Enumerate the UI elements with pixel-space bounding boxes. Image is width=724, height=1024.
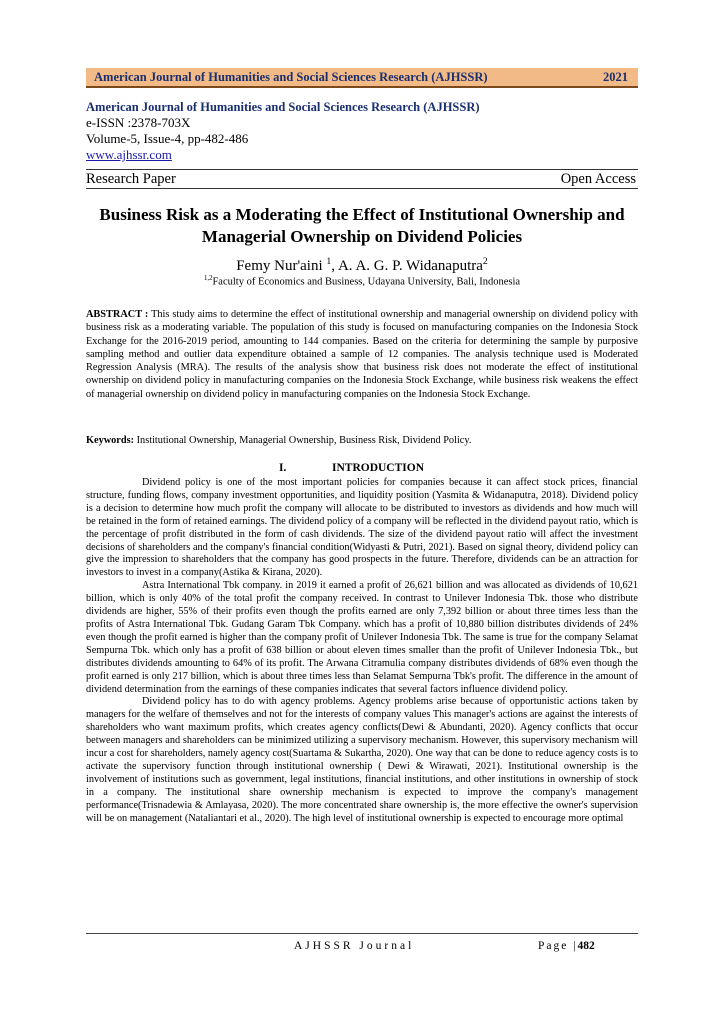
section-number: I. [279, 462, 287, 474]
paper-title: Business Risk as a Moderating the Effect of Institutional Ownership and Managerial Ownership on Dividend Policies [99, 205, 625, 246]
author-separator: , [331, 258, 338, 274]
page-value: 482 [577, 940, 595, 952]
keywords-text: Institutional Ownership, Managerial Ownership, Business Risk, Dividend Policy. [136, 435, 472, 446]
keywords [86, 435, 638, 446]
issn: e-ISSN :2378-703X [86, 115, 191, 130]
affiliation-superscript: 1,2 [203, 275, 213, 282]
abstract [86, 308, 638, 401]
author-2-superscript: 2 [482, 256, 488, 267]
access-type: Open Access [560, 171, 636, 187]
running-header-journal: American Journal of Humanities and Social Sciences Research (AJHSSR) [94, 70, 488, 84]
footer-rule [86, 933, 638, 934]
paragraph: Dividend policy has to do with agency problems. Agency problems arise because of opportunistic actions taken by managers for the welfare of themselves and not for the interests of company values This manager's actions are against the interests of shareholders who want maximum profits, which creates agency conflicts(Dewi & Abundanti, 2020). Agency conflicts that occur between managers and shareholders can be minimized utilizing a supervisory mechanism. However, this supervisory mechanism will incur a cost for shareholders, namely agency cost(Suartama & Sukartha, 2020). One way that can be done to reduce agency costs is to activate the supervisory function through institutional ownership ( Dewi & Wirawati, 2021). Institutional ownership is the involvement of institutions such as government, legal institutions, financial institutions, and other institutions in ownership of stock in a company. The institutional share ownership mechanism is expected to improve the company's management performance(Trisnadewia & Amlayasa, 2020). The more concentrated share ownership is, the more effective the owner's supervision will be on management (Nataliantari et al., 2020). The high level of institutional ownership is expected to encourage more optimal [86, 696, 638, 824]
running-header-year: 2021 [603, 70, 628, 84]
page-number [538, 940, 595, 952]
publication-info [86, 99, 638, 163]
paragraph: Astra International Tbk company. in 2019 it earned a profit of 26,621 billion and was allocated as dividends of 10,621 billion, which is only 40% of the total profit the company received. In contrast to Unilever Indonesia Tbk. those who distribute dividends are higher, 55% of their profits even though the profits earned are only 7,392 billion or about three times less than the profits of Astra International Tbk. Gudang Garam Tbk Company. which has a profit of 10,880 billion distributes dividends of 24% even though the profit earned is higher than the company profit of Unilever Indonesia Tbk. The same is true for the company Selamat Sempurna Tbk. which only has a profit of 638 billion or about eleven times smaller than the profit of Unilever Indonesia Tbk., but distributes dividends amounting to 64% of its profit. The Arwana Citramulia company distributes dividends of 68% even though the profit earned is only 217 billion, which is about three times less than Selamat Sempurna Tbk's profit. The difference in the amount of dividend determination from the earnings of these companies indicates that several factors influence dividend policy. [86, 580, 638, 695]
volume-issue: Volume-5, Issue-4, pp-482-486 [86, 131, 249, 146]
body-text [86, 477, 638, 825]
journal-website-link[interactable]: www.ajhssr.com [86, 147, 172, 162]
author-2: A. A. G. P. Widanaputra [337, 258, 483, 274]
section-title: INTRODUCTION [332, 462, 425, 474]
page-label: Page | [538, 940, 578, 952]
article-type: Research Paper [86, 171, 176, 187]
author-1-superscript: 1 [326, 256, 332, 267]
running-header [86, 68, 638, 88]
paragraph: Dividend policy is one of the most important policies for companies because it can affect stock prices, financial structure, funding flows, company investment opportunities, and liquidity position (Yasmita & Widanaputra, 2018). Dividend policy is a decision to determine how much profit the company will allocate to be distributed to investors as dividends and how much will be retained in the form of retained earnings. The dividend policy of a company will be reflected in the dividend payout ratio, which is the percentage of profit distributed in the form of cash dividends. The size of the dividend payout ratio will affect the investment decisions of shareholders and the company's financial condition(Widyasti & Putri, 2021). Based on signal theory, dividend policy can give the impression to shareholders that the company has good prospects in the future. Therefore, dividends can be an attraction for investors to invest in a company(Astika & Kirana, 2020). [86, 477, 638, 579]
author-list [86, 256, 638, 275]
affiliation [86, 275, 638, 288]
abstract-text: This study aims to determine the effect of institutional ownership and managerial ownership on dividend policy with business risk as a moderating variable. The population of this study is focused on manufacturing companies on the Indonesia Stock Exchange for the 2016-2019 period, amounting to 144 companies. Based on the criteria for determining the sample by purposive sampling method and outlier data expenditure obtained a sample of 12 companies. The analysis technique used is Moderated Regression Analysis (MRA). The results of the analysis show that business risk does not moderate the effect of institutional ownership on dividend policy in manufacturing companies on the Indonesia Stock Exchange, while business risk weakens the effect of managerial ownership on dividend policy in manufacturing companies on the Indonesia Stock Exchange. [86, 309, 638, 400]
article-type-bar [86, 169, 638, 189]
keywords-label: Keywords: [86, 435, 135, 446]
abstract-label: ABSTRACT : [86, 309, 149, 320]
affiliation-text: Faculty of Economics and Business, Udayana University, Bali, Indonesia [212, 276, 521, 288]
journal-name: American Journal of Humanities and Social Sciences Research (AJHSSR) [86, 100, 480, 114]
footer-journal: AJHSSR Journal [294, 940, 415, 952]
author-1: Femy Nur'aini [236, 258, 323, 274]
